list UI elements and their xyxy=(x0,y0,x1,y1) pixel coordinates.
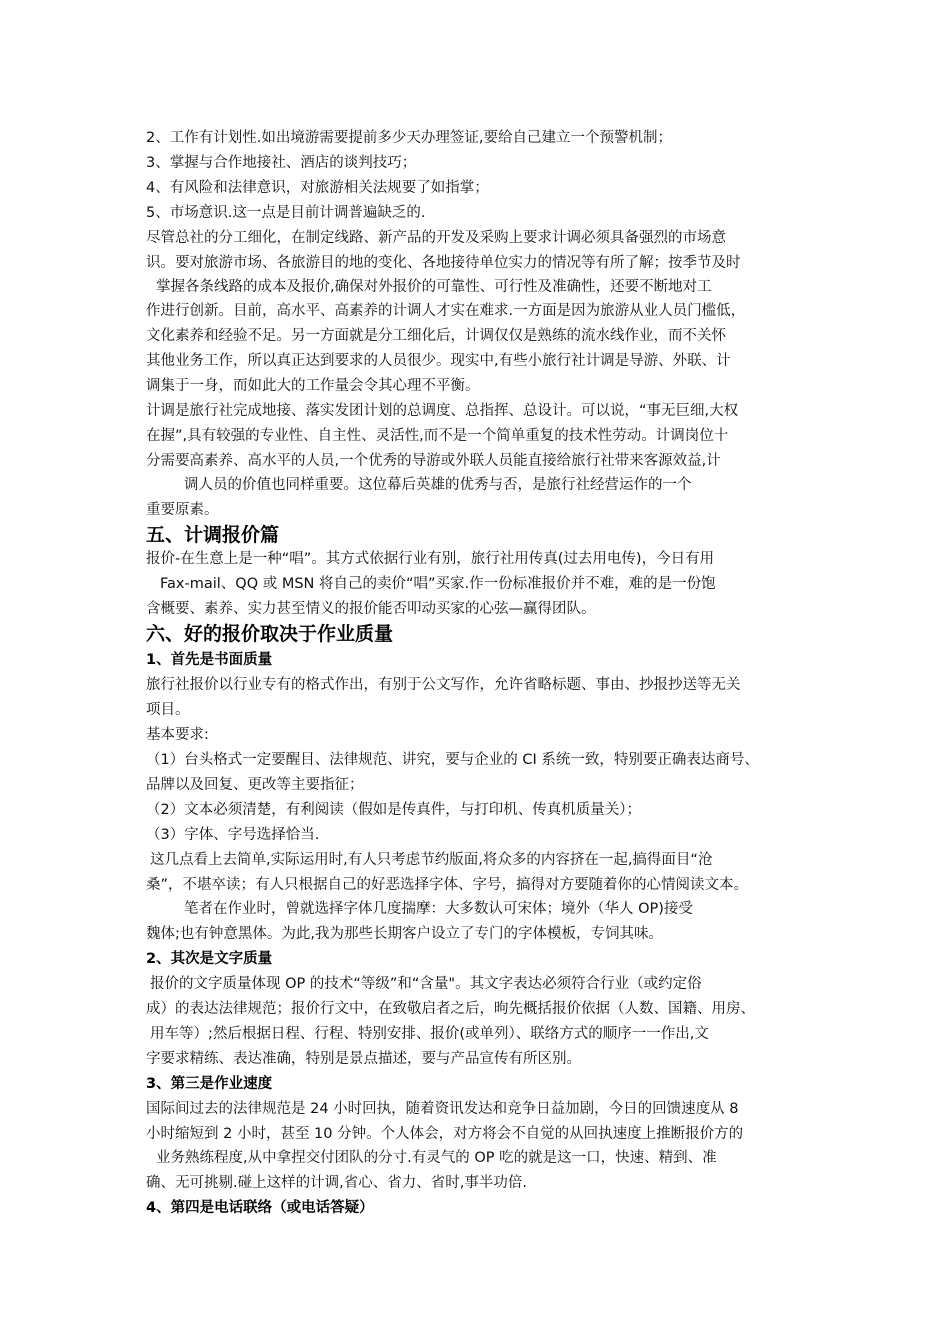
list-item: 5、市场意识.这一点是目前计调普遍缺乏的. xyxy=(146,205,426,221)
list-item: 2、工作有计划性.如出境游需要提前多少天办理签证,要给自己建立一个预警机制； xyxy=(146,130,672,146)
list-item: （2）文本必须清楚，有利阅读（假如是传真件，与打印机、传真机质量关）； xyxy=(146,802,641,818)
paragraph-line: 在握”,具有较强的专业性、自主性、灵活性,而不是一个简单重复的技术性劳动。计调岗位十 xyxy=(146,428,729,444)
subsection-heading: 2、其次是文字质量 xyxy=(146,951,273,967)
list-item: （1）台头格式一定要醒目、法律规范、讲究，要与企业的 CI 系统一致，特别要正确表达商号、 xyxy=(146,752,759,768)
paragraph-line: 其他业务工作，所以真正达到要求的人员很少。现实中,有些小旅行社计调是导游、外联、计 xyxy=(146,353,731,369)
paragraph-line: 业务熟练程度,从中拿捏交付团队的分寸.有灵气的 OP 吃的就是这一口，快速、精到、准 xyxy=(156,1150,717,1166)
paragraph-line: 桑”，不堪卒读；有人只根据自己的好恶选择字体、字号，搞得对方要随着你的心情阅读文本。 xyxy=(146,877,749,893)
paragraph-line: 尽管总社的分工细化，在制定线路、新产品的开发及采购上要求计调必须具备强烈的市场意 xyxy=(146,230,726,246)
paragraph-line: 报价的文字质量体现 OP 的技术“等级”和“含量"。其文字表达必须符合行业（或约定俗 xyxy=(150,976,702,992)
list-item: （3）字体、字号选择恰当. xyxy=(146,827,320,843)
paragraph-line: 字要求精练、表达准确，特别是景点描述，要与产品宣传有所区别。 xyxy=(146,1051,581,1067)
paragraph-line: 作进行创新。目前，高水平、高素养的计调人才实在难求.一方面是因为旅游从业人员门槛低， xyxy=(146,303,746,319)
paragraph-line: 小时缩短到 2 小时，甚至 10 分钟。个人体会，对方将会不自觉的从回执速度上推断报价方的 xyxy=(146,1126,744,1142)
paragraph-line: 调人员的价值也同样重要。这位幕后英雄的优秀与否，是旅行社经营运作的一个 xyxy=(184,477,692,493)
paragraph-line: Fax-mail、QQ 或 MSN 将自己的卖价“唱”买家.作一份标准报价并不难，难的是一份饱 xyxy=(160,576,716,592)
paragraph-line: 国际间过去的法律规范是 24 小时回执，随着资讯发达和竞争日益加剧，今日的回馈速度从 8 xyxy=(146,1101,739,1117)
paragraph-line: 这几点看上去简单,实际运用时,有人只考虑节约版面,将众多的内容挤在一起,搞得面目“沧 xyxy=(150,852,713,868)
paragraph-line: 魏体;也有钟意黑体。为此,我为那些长期客户设立了专门的字体模板，专饲其味。 xyxy=(146,926,663,942)
paragraph-line: 项目。 xyxy=(146,702,190,718)
section-heading: 五、计调报价篇 xyxy=(146,524,280,546)
paragraph-line: 重要原素。 xyxy=(146,502,219,518)
paragraph-line: 含概要、素养、实力甚至情义的报价能否叩动买家的心弦—赢得团队。 xyxy=(146,601,596,617)
subsection-heading: 4、第四是电话联络（或电话答疑） xyxy=(146,1200,374,1216)
list-item: 4、有风险和法律意识，对旅游相关法规要了如指掌； xyxy=(146,180,489,196)
paragraph-line: 文化素养和经验不足。另一方面就是分工细化后，计调仅仅是熟练的流水线作业，而不关怀 xyxy=(146,328,726,344)
paragraph-line: 笔者在作业时，曾就选择字体几度揣摩：大多数认可宋体；境外（华人 OP)接受 xyxy=(184,901,693,917)
paragraph-line: 计调是旅行社完成地接、落实发团计划的总调度、总指挥、总设计。可以说，“事无巨细,大权 xyxy=(146,403,739,419)
paragraph-line: 用车等）;然后根据日程、行程、特别安排、报价(或单列）、联络方式的顺序一一作出,文 xyxy=(150,1026,709,1042)
subsection-heading: 3、第三是作业速度 xyxy=(146,1076,273,1092)
paragraph-line: 旅行社报价以行业专有的格式作出，有别于公文写作，允许省略标题、事由、抄报抄送等无关 xyxy=(146,677,741,693)
paragraph-line: 分需要高素养、高水平的人员,一个优秀的导游或外联人员能直接给旅行社带来客源效益,计 xyxy=(146,453,721,469)
paragraph-line: 成）的表达法律规范；报价行文中，在致敬启者之后，昫先概括报价依据（人数、国籍、用房、 xyxy=(146,1001,755,1017)
paragraph-line: 掌握各条线路的成本及报价,确保对外报价的可靠性、可行性及准确性，还要不断地对工 xyxy=(156,279,712,295)
paragraph-line: 基本要求: xyxy=(146,727,209,743)
paragraph-line: 确、无可挑剔.碰上这样的计调,省心、省力、省时,事半功倍. xyxy=(146,1175,527,1191)
paragraph-line: 调集于一身，而如此大的工作量会令其心理不平衡。 xyxy=(146,378,480,394)
list-item: 品牌以及回复、更改等主要指征； xyxy=(146,777,364,793)
list-item: 3、掌握与合作地接社、酒店的谈判技巧； xyxy=(146,155,417,171)
paragraph-line: 报价-在生意上是一种“唱”。其方式依据行业有别，旅行社用传真(过去用电传)，今日有用 xyxy=(146,551,715,567)
paragraph-line: 识。要对旅游市场、各旅游目的地的变化、各地接待单位实力的情况等有所了解；按季节及时 xyxy=(146,255,741,271)
subsection-heading: 1、首先是书面质量 xyxy=(146,652,273,668)
section-heading: 六、好的报价取决于作业质量 xyxy=(146,623,394,645)
